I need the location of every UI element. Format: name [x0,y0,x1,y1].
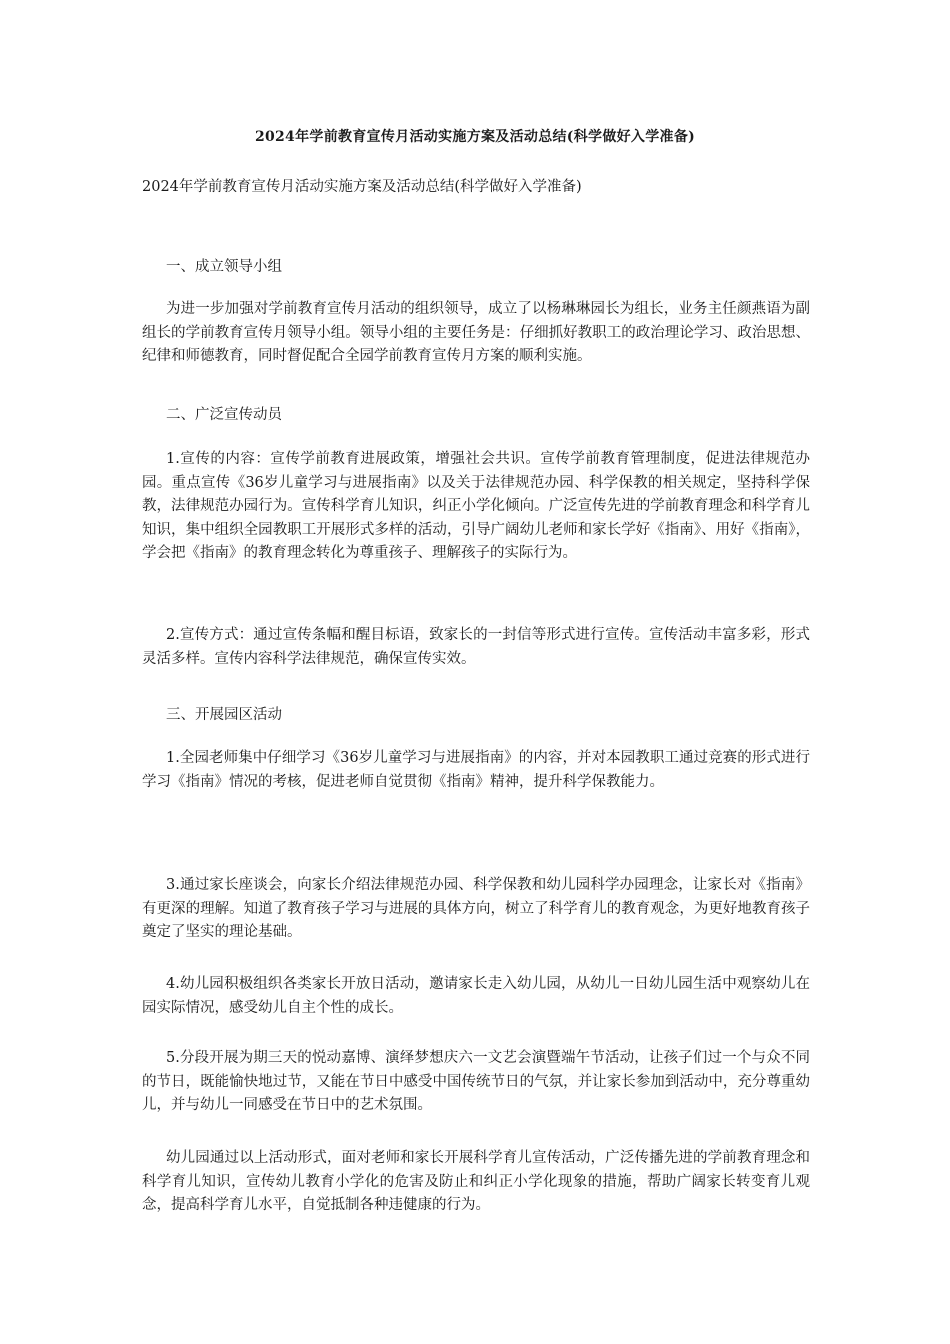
document-title: 2024年学前教育宣传月活动实施方案及活动总结(科学做好入学准备) [254,129,696,145]
section-heading-leadership: 一、成立领导小组 [166,259,282,275]
paragraph-publicity-method: 2.宣传方式：通过宣传条幅和醒目标语，致家长的一封信等形式进行宣传。宣传活动丰富多彩，形式灵活多样。宣传内容科学法律规范，确保宣传实效。 [142,627,810,667]
paragraph-activity-3: 3.通过家长座谈会，向家长介绍法律规范办园、科学保教和幼儿园科学办园理念，让家长对《指南》有更深的理解。知道了教育孩子学习与进展的具体方向，树立了科学育儿的教育观念，为更好地教育孩子奠定了坚实的理论基础。 [142,877,810,940]
paragraph-activity-1: 1.全园老师集中仔细学习《36岁儿童学习与进展指南》的内容，并对本园教职工通过竞赛的形式进行学习《指南》情况的考核，促进老师自觉贯彻《指南》精神，提升科学保教能力。 [142,750,810,790]
paragraph-activity-4: 4.幼儿园积极组织各类家长开放日活动，邀请家长走入幼儿园，从幼儿一日幼儿园生活中观察幼儿在园实际情况，感受幼儿自主个性的成长。 [142,976,810,1016]
document-subtitle: 2024年学前教育宣传月活动实施方案及活动总结(科学做好入学准备) [142,179,582,195]
section-heading-activities: 三、开展园区活动 [166,707,282,723]
section-heading-publicity: 二、广泛宣传动员 [166,407,282,423]
paragraph-summary: 幼儿园通过以上活动形式，面对老师和家长开展科学育儿宣传活动，广泛传播先进的学前教育理念和科学育儿知识，宣传幼儿教育小学化的危害及防止和纠正小学化现象的措施，帮助广阔家长转变育儿观念，提高科学育儿水平，自觉抵制各种违健康的行为。 [142,1150,810,1213]
paragraph-leadership: 为进一步加强对学前教育宣传月活动的组织领导，成立了以杨琳琳园长为组长，业务主任颜燕语为副组长的学前教育宣传月领导小组。领导小组的主要任务是：仔细抓好教职工的政治理论学习、政治思想、纪律和师德教育，同时督促配合全园学前教育宣传月方案的顺利实施。 [142,301,810,364]
paragraph-activity-5: 5.分段开展为期三天的悦动嘉博、演绎梦想庆六一文艺会演暨端午节活动，让孩子们过一个与众不同的节日，既能愉快地过节，又能在节日中感受中国传统节日的气氛，并让家长参加到活动中，充分尊重幼儿，并与幼儿一同感受在节日中的艺术氛围。 [142,1050,810,1113]
paragraph-publicity-content: 1.宣传的内容：宣传学前教育进展政策，增强社会共识。宣传学前教育管理制度，促进法律规范办园。重点宣传《36岁儿童学习与进展指南》以及关于法律规范办园、科学保教的相关规定，坚持科学保教，法律规范办园行为。宣传科学育儿知识，纠正小学化倾向。广泛宣传先进的学前教育理念和科学育儿知识，集中组织全园教职工开展形式多样的活动，引导广阔幼儿老师和家长学好《指南》、用好《指南》，学会把《指南》的教育理念转化为尊重孩子、理解孩子的实际行为。 [142,451,810,561]
